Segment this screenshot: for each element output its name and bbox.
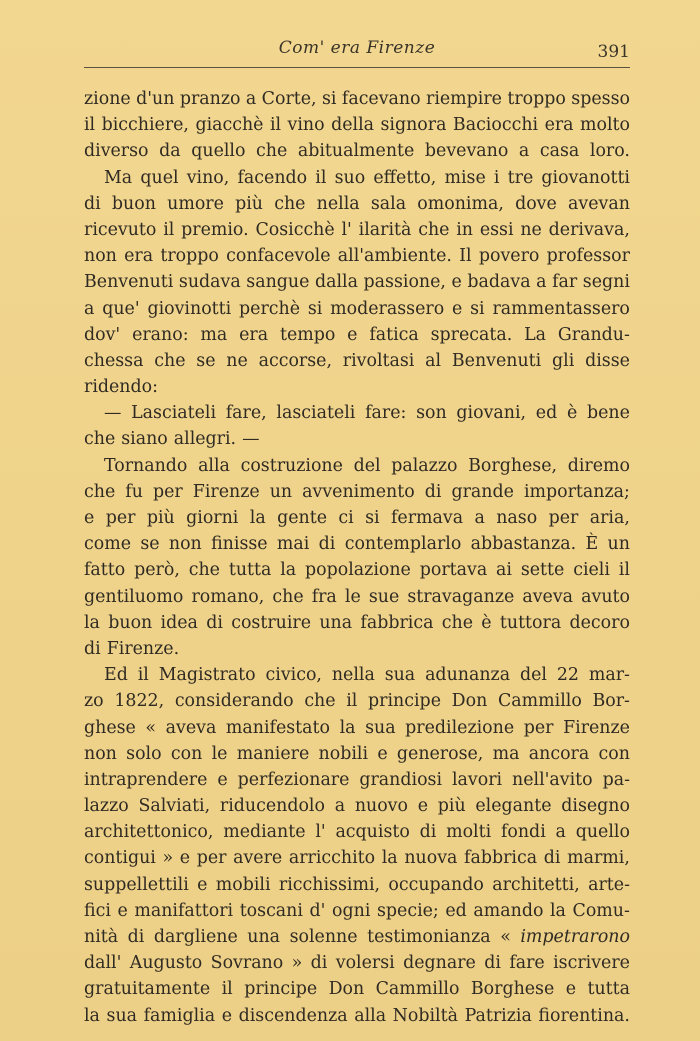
text-line: intraprendere e perfezionare grandiosi lavori nell'avito pa-	[84, 769, 630, 790]
text-line: Benvenuti sudava sangue dalla passione, e badava a far segni	[84, 272, 630, 293]
text-line: che siano allegri. —	[84, 429, 260, 450]
text-line: di Firenze.	[84, 638, 180, 659]
text-line: Ma quel vino, facendo il suo effetto, mise i tre giovanotti	[104, 167, 630, 188]
text-line: dov' erano: ma era tempo e fatica sprecata. La Grandu-	[84, 324, 630, 345]
text-line: il bicchiere, giacchè il vino della signora Baciocchi era molto	[84, 115, 630, 136]
text-line: gentiluomo romano, che fra le sue stravaganze aveva avuto	[84, 586, 630, 607]
text-line: — Lasciateli fare, lasciateli fare: son giovani, ed è bene	[104, 403, 630, 424]
text-line: chessa che se ne accorse, rivoltasi al Benvenuti gli disse	[84, 350, 630, 371]
text-line: contigui » e per avere arricchito la nuova fabbrica di marmi,	[84, 848, 630, 869]
text-line: ridendo:	[84, 377, 158, 398]
text-line: architettonico, mediante l' acquisto di molti fondi a quello	[84, 822, 630, 843]
text-line: ricevuto il premio. Cosicchè l' ilarità che in essi ne derivava,	[84, 219, 630, 240]
running-title: Com' era Firenze	[278, 38, 436, 58]
text-line: a que' giovinotti perchè si moderassero e si rammentassero	[84, 298, 630, 319]
text-line: dall' Augusto Sovrano » di volersi degnare di fare iscrivere	[84, 953, 630, 974]
text-line: e per più giorni la gente ci si fermava a naso per aria,	[84, 508, 630, 528]
text-line: Ed il Magistrato civico, nella sua adunanza del 22 mar-	[104, 665, 630, 686]
body-text	[84, 86, 630, 1029]
text-line: non era troppo confacevole all'ambiente. Il povero professor	[84, 246, 630, 267]
text-line: lazzo Salviati, riducendolo a nuovo e più elegante disegno	[84, 796, 630, 817]
text-line: come se non finisse mai di contemplarlo abbastanza. È un	[84, 534, 630, 555]
text-line: non solo con le maniere nobili e generose, ma ancora con	[84, 743, 630, 764]
text-line: zione d'un pranzo a Corte, si facevano riempire troppo spesso	[84, 89, 630, 109]
text-line: Tornando alla costruzione del palazzo Borghese, diremo	[104, 455, 630, 476]
text-line: gratuitamente il principe Don Cammillo Borghese e tutta	[84, 979, 630, 1000]
page-number: 391	[597, 42, 630, 62]
text-line: ghese « aveva manifestato la sua predilezione per Firenze	[84, 717, 630, 738]
header-rule	[84, 67, 630, 68]
text-line: nità di dargliene una solenne testimonianza « impetrarono	[84, 927, 630, 947]
text-line: fici e manifattori toscani d' ogni specie; ed amando la Comu-	[84, 900, 630, 921]
text-line: di buon umore più che nella sala omonima, dove avevan	[84, 193, 630, 214]
text-line: che fu per Firenze un avvenimento di grande importanza;	[84, 481, 630, 502]
text-line: diverso da quello che abitualmente bevevano a casa loro.	[84, 141, 630, 162]
text-line: la buon idea di costruire una fabbrica che è tuttora decoro	[84, 612, 630, 633]
text-line: zo 1822, considerando che il principe Don Cammillo Bor-	[84, 691, 630, 712]
page-header	[84, 38, 630, 66]
text-line: suppellettili e mobili ricchissimi, occupando architetti, arte-	[84, 874, 630, 895]
text-line: la sua famiglia e discendenza alla Nobiltà Patrizia fiorentina.	[84, 1005, 630, 1026]
text-line: fatto però, che tutta la popolazione portava ai sette cieli il	[84, 560, 630, 581]
